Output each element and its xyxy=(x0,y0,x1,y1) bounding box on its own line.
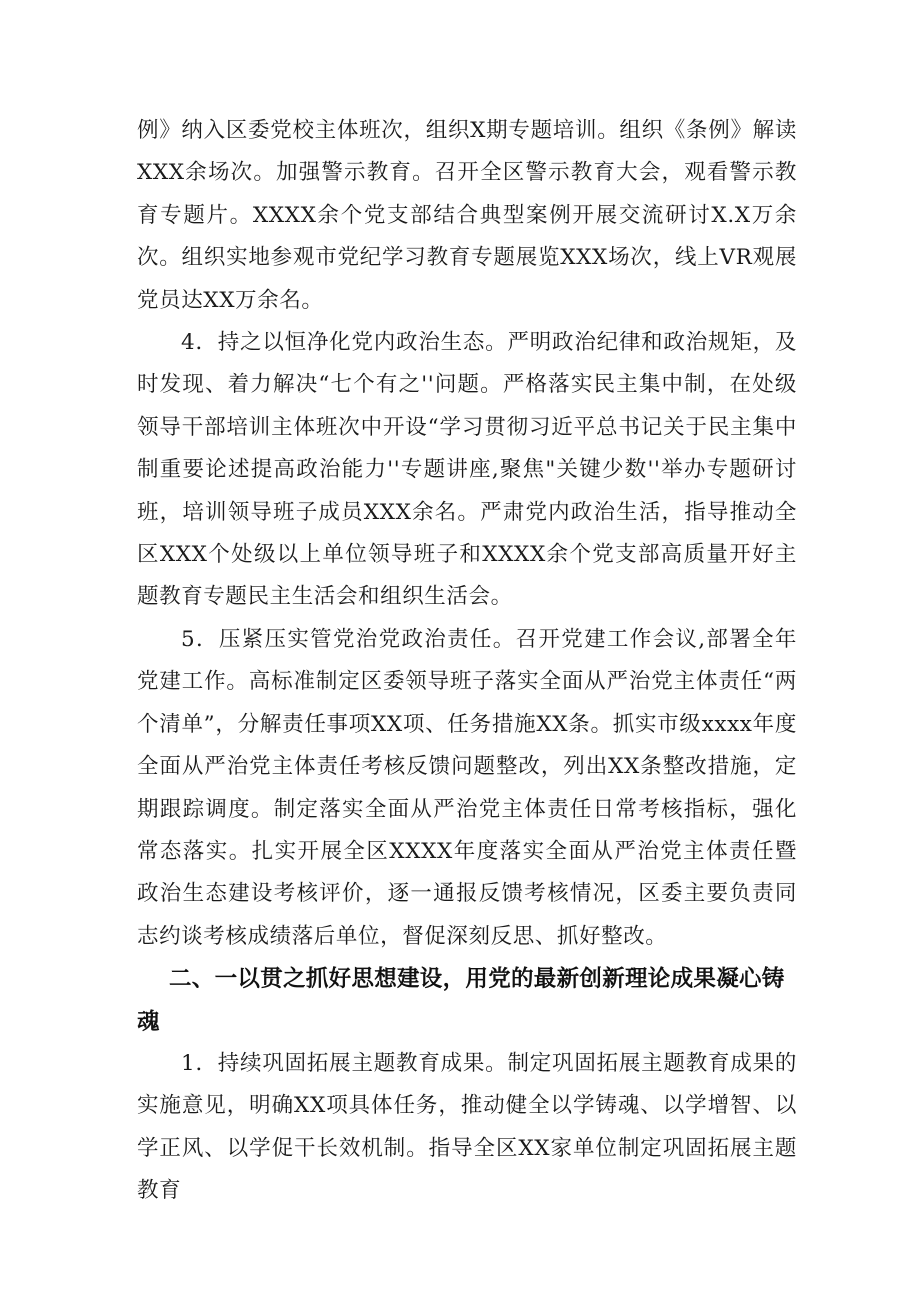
paragraph-continued: 例》纳入区委党校主体班次，组织X期专题培训。组织《条例》解读XXX余场次。加强警示教育。召开全区警示教育大会，观看警示教育专题片。XXXX余个党支部结合典型案例开展交流研讨X.X万余次。组织实地参观市党纪学习教育专题展览XXX场次，线上VR观展党员达XX万余名。 xyxy=(137,118,797,313)
section-heading-2: 二、一以贯之抓好思想建设，用党的最新创新理论成果凝心铸魂 xyxy=(137,966,785,1035)
paragraph-item-5: 5．压紧压实管党治党政治责任。召开党建工作会议,部署全年党建工作。高标准制定区委领导班子落实全面从严治党主体责任“两个清单”，分解责任事项XX项、任务措施XX条。抓实市级xxxx年度全面从严治党主体责任考核反馈问题整改，列出XX条整改措施，定期跟踪调度。制定落实全面从严治党主体责任日常考核指标，强化常态落实。扎实开展全区XXXX年度落实全面从严治党主体责任暨政治生态建设考核评价，逐一通报反馈考核情况，区委主要负责同志约谈考核成绩落后单位，督促深刻反思、抓好整改。 xyxy=(137,626,797,949)
paragraph-section2-item-1: 1．持续巩固拓展主题教育成果。制定巩固拓展主题教育成果的实施意见，明确XX项具体任务，推动健全以学铸魂、以学增智、以学正风、以学促干长效机制。指导全区XX家单位制定巩固拓展主题教育 xyxy=(137,1050,797,1204)
document-body xyxy=(137,110,797,1213)
paragraph-item-4: 4．持之以恒净化党内政治生态。严明政治纪律和政治规矩，及时发现、着力解决“七个有之''问题。严格落实民主集中制，在处级领导干部培训主体班次中开设“学习贯彻习近平总书记关于民主集中制重要论述提高政治能力''专题讲座,聚焦"关键少数''举办专题研讨班，培训领导班子成员XXX余名。严肃党内政治生活，指导推动全区XXX个处级以上单位领导班子和XXXX余个党支部高质量开好主题教育专题民主生活会和组织生活会。 xyxy=(137,330,797,610)
